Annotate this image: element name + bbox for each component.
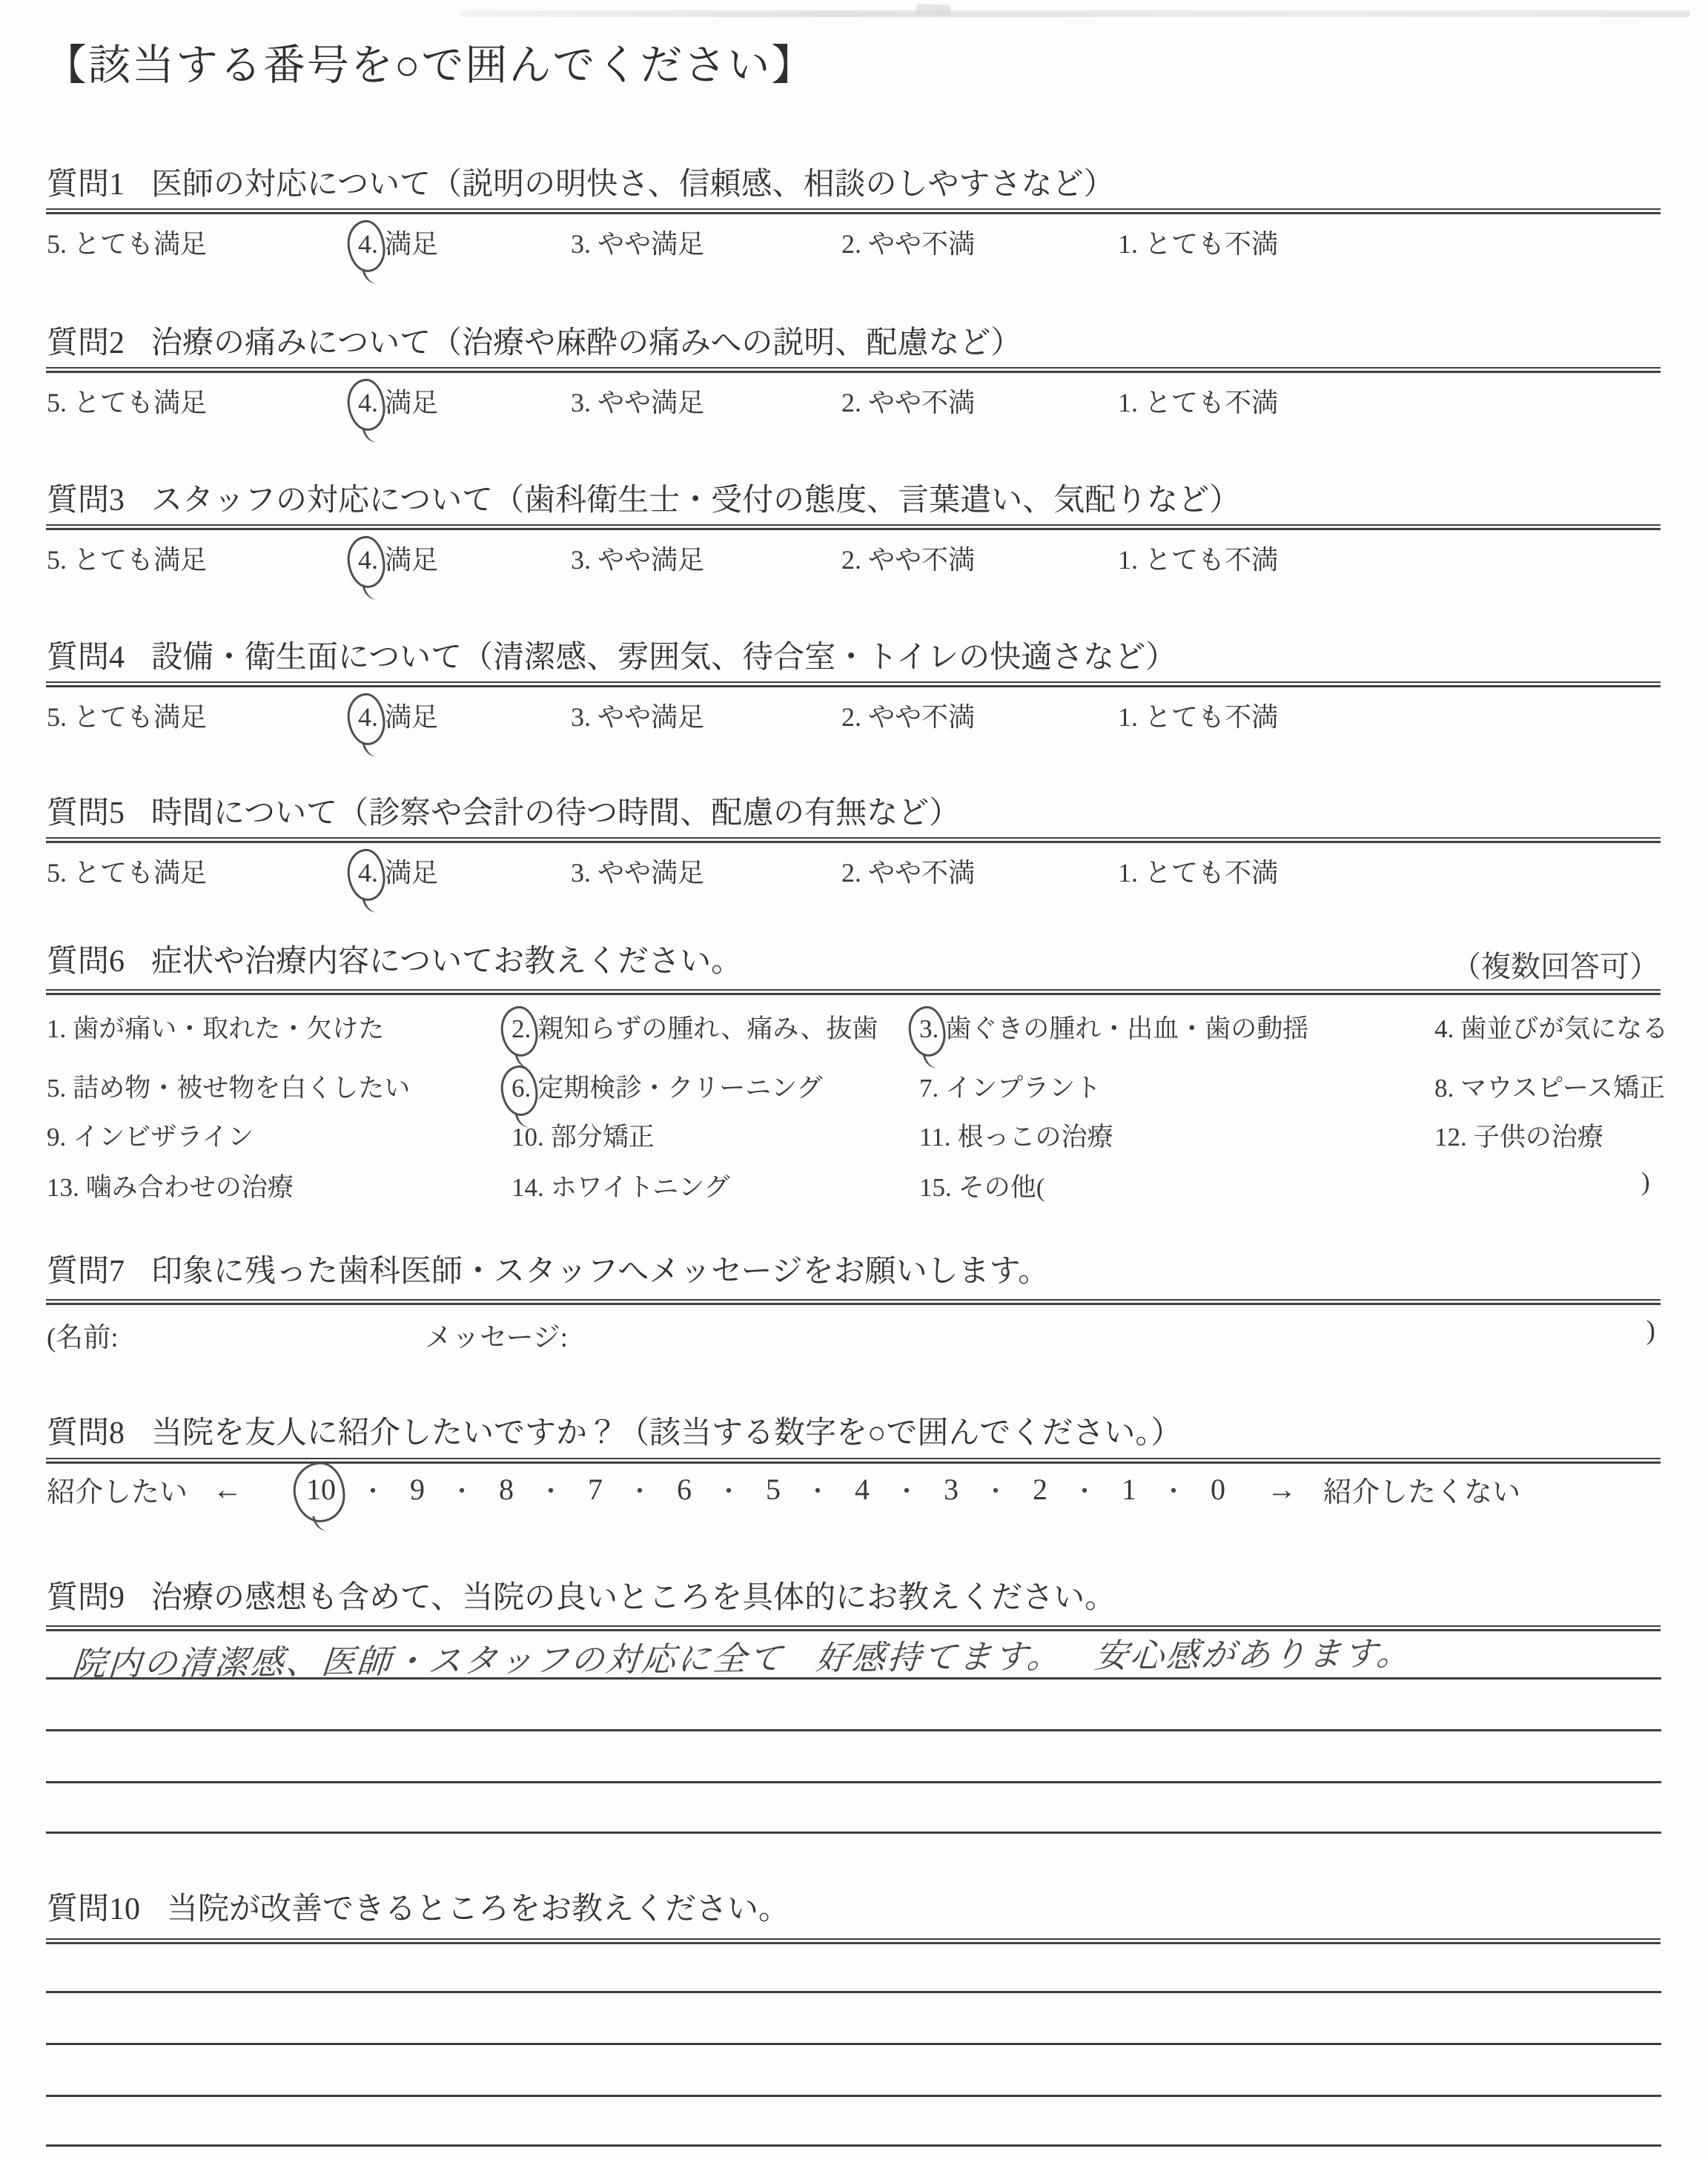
score-3: 3 <box>944 1473 959 1506</box>
score-10: 10 <box>306 1473 337 1506</box>
option-number: 9. <box>47 1123 67 1152</box>
question-1-heading <box>47 166 1115 203</box>
scale-right-label: 紹介したくない <box>1323 1477 1521 1508</box>
rating-option <box>841 696 975 734</box>
option-label: その他( <box>958 1173 1045 1202</box>
option-label: とても不満 <box>1145 545 1279 575</box>
question-title: 当院が改善できるところをお教えください。 <box>167 1892 790 1926</box>
score-2: 2 <box>1033 1473 1048 1506</box>
header-rule <box>46 208 1661 214</box>
left-arrow-icon: ← <box>213 1473 243 1506</box>
question-number: 質問9 <box>47 1581 125 1615</box>
question-8-heading <box>47 1415 1182 1452</box>
symptom-option <box>47 1117 254 1154</box>
option-number: 2. <box>841 858 861 888</box>
question-5-heading <box>47 795 960 832</box>
question-title: 症状や治療内容についてお教えください。 <box>151 945 743 979</box>
dot-separator: ・ <box>1072 1479 1098 1506</box>
symptom-option <box>47 1008 384 1046</box>
option-number: 3. <box>571 858 591 888</box>
dot-separator: ・ <box>449 1479 475 1506</box>
multiple-answers-note: （複数回答可） <box>1452 950 1659 983</box>
option-number: 3. <box>571 545 591 575</box>
dot-separator: ・ <box>716 1479 742 1506</box>
option-number: 5. <box>47 702 67 732</box>
question-number: 質問8 <box>47 1416 125 1450</box>
option-number: 1. <box>1118 229 1138 259</box>
option-number: 3. <box>571 388 591 417</box>
option-label: やや満足 <box>598 388 705 417</box>
header-rule <box>46 524 1661 530</box>
header-rule <box>46 1299 1661 1305</box>
question-4-heading <box>47 639 1176 676</box>
question-title: 治療の感想も含めて、当院の良いところを具体的にお教えください。 <box>151 1581 1116 1615</box>
option-number: 2. <box>841 388 861 417</box>
option-label: 根っこの治療 <box>957 1123 1113 1152</box>
question-number: 質問3 <box>47 483 125 518</box>
question-7-fields <box>47 1315 1661 1352</box>
option-number: 3. <box>571 229 591 259</box>
option-label: 満足 <box>385 388 439 417</box>
option-label: とても不満 <box>1145 229 1279 259</box>
option-label: 定期検診・クリーニング <box>537 1074 823 1103</box>
question-7-heading <box>47 1253 1049 1290</box>
right-arrow-icon: → <box>1267 1473 1297 1506</box>
option-label: とても不満 <box>1145 858 1279 888</box>
option-label: やや満足 <box>598 858 705 888</box>
option-label: 噛み合わせの治療 <box>85 1173 294 1202</box>
close-paren: ) <box>1646 1315 1655 1346</box>
rating-option <box>841 223 975 261</box>
option-number: 5. <box>47 388 67 417</box>
option-number: 1. <box>1118 545 1138 575</box>
option-label: マウスピース矯正 <box>1460 1074 1666 1103</box>
rating-option <box>841 852 975 890</box>
answer-line <box>46 1991 1661 1993</box>
rating-option <box>841 539 975 577</box>
option-number: 3. <box>919 1014 939 1043</box>
rating-option <box>358 223 438 261</box>
rating-option <box>1118 696 1278 734</box>
rating-option <box>358 852 438 890</box>
option-label: 歯が痛い・取れた・欠けた <box>73 1014 385 1043</box>
other-close-paren: ) <box>1641 1167 1650 1196</box>
symptom-option <box>1434 1008 1668 1046</box>
score-4: 4 <box>855 1473 870 1506</box>
dot-separator: ・ <box>983 1479 1009 1506</box>
question-2-heading <box>47 325 1022 362</box>
option-label: やや不満 <box>868 545 976 575</box>
option-label: やや不満 <box>868 858 976 888</box>
option-label: やや不満 <box>868 702 976 732</box>
question-title: 時間について（診察や会計の待つ時間、配慮の有無など） <box>151 796 961 830</box>
answer-line <box>46 2043 1661 2045</box>
option-label: とても満足 <box>73 545 208 575</box>
dot-separator: ・ <box>894 1479 920 1506</box>
rating-option <box>47 382 207 420</box>
rating-option <box>571 382 704 420</box>
rating-option <box>47 852 207 890</box>
option-number: 7. <box>919 1074 939 1103</box>
question-3-heading <box>47 482 1240 519</box>
handwritten-answer: 院内の清潔感、医師・スタッフの対応に全て 好感持てます。 安心感があります。 <box>70 1634 1414 1684</box>
score-8: 8 <box>499 1473 514 1506</box>
symptom-option <box>1434 1068 1665 1105</box>
score-6: 6 <box>677 1473 692 1506</box>
option-number: 12. <box>1434 1123 1467 1152</box>
option-number: 11. <box>919 1123 951 1152</box>
scale-left-label: 紹介したい <box>47 1477 188 1508</box>
rating-option <box>571 696 704 734</box>
answer-line <box>46 1677 1661 1680</box>
option-label: インプラント <box>945 1074 1102 1103</box>
question-title: 印象に残った歯科医師・スタッフへメッセージをお願いします。 <box>151 1255 1050 1289</box>
header-rule <box>46 1938 1661 1944</box>
question-title: 設備・衛生面について（清潔感、雰囲気、待合室・トイレの快適さなど） <box>151 641 1177 675</box>
question-title: 医師の対応について（説明の明快さ、信頼感、相談のしやすさなど） <box>151 168 1115 202</box>
option-number: 1. <box>1118 702 1138 732</box>
option-label: 満足 <box>385 229 439 259</box>
scan-artifact-streak <box>460 10 1690 17</box>
question-number: 質問10 <box>47 1892 141 1926</box>
question-9-heading <box>47 1579 1116 1616</box>
option-label: 満足 <box>385 702 439 732</box>
header-rule <box>46 681 1661 687</box>
option-label: とても満足 <box>73 858 208 888</box>
option-number: 5. <box>47 858 67 888</box>
question-title: 治療の痛みについて（治療や麻酔の痛みへの説明、配慮など） <box>151 326 1022 360</box>
option-label: とても不満 <box>1145 388 1279 417</box>
rating-option <box>1118 539 1278 577</box>
option-label: とても不満 <box>1145 702 1279 732</box>
symptom-option <box>919 1117 1113 1154</box>
symptom-option <box>47 1167 294 1204</box>
option-number: 2. <box>841 702 861 732</box>
score-5: 5 <box>766 1473 781 1506</box>
dot-separator: ・ <box>627 1479 653 1506</box>
rating-option <box>571 539 704 577</box>
option-number: 6. <box>512 1074 532 1103</box>
option-number: 1. <box>1118 858 1138 888</box>
scan-artifact-smudge <box>916 4 950 16</box>
nps-scale <box>47 1469 1661 1510</box>
dot-separator: ・ <box>538 1479 564 1506</box>
answer-line <box>46 1729 1661 1731</box>
question-number: 質問5 <box>47 796 125 830</box>
option-label: 歯ぐきの腫れ・出血・歯の動揺 <box>945 1014 1309 1043</box>
option-number: 2. <box>841 545 861 575</box>
symptom-option <box>512 1008 878 1046</box>
question-title: スタッフの対応について（歯科衛生士・受付の態度、言葉遣い、気配りなど） <box>151 483 1241 518</box>
symptom-option <box>512 1068 823 1105</box>
option-number: 13. <box>47 1173 79 1202</box>
rating-option <box>47 539 207 577</box>
dot-separator: ・ <box>1161 1479 1187 1506</box>
option-number: 8. <box>1434 1074 1454 1103</box>
option-label: やや不満 <box>868 229 976 259</box>
header-rule <box>46 989 1661 995</box>
symptom-option <box>47 1068 410 1105</box>
question-number: 質問6 <box>47 945 125 979</box>
rating-option <box>1118 382 1278 420</box>
rating-option <box>47 696 207 734</box>
question-number: 質問2 <box>47 326 125 360</box>
header-rule <box>46 367 1661 373</box>
option-number: 1. <box>47 1014 67 1043</box>
question-number: 質問4 <box>47 641 125 675</box>
option-label: ホワイトニング <box>550 1173 730 1202</box>
option-label: とても満足 <box>73 702 208 732</box>
header-rule <box>46 1458 1661 1464</box>
rating-option <box>1118 852 1278 890</box>
answer-line <box>46 2144 1661 2147</box>
option-label: 詰め物・被せ物を白くしたい <box>73 1074 411 1103</box>
option-number: 4. <box>1434 1014 1454 1043</box>
option-number: 10. <box>512 1123 544 1152</box>
option-label: 歯並びが気になる <box>1460 1014 1669 1043</box>
option-number: 2. <box>512 1014 532 1043</box>
answer-line <box>46 1832 1661 1834</box>
rating-option <box>571 852 704 890</box>
question-10-heading <box>47 1891 790 1928</box>
question-6-heading <box>47 943 742 980</box>
symptom-option <box>919 1167 1045 1204</box>
option-number: 4. <box>358 545 378 575</box>
dot-separator: ・ <box>805 1479 831 1506</box>
form-title: 【該当する番号を○で囲んでください】 <box>44 42 815 89</box>
question-4-options <box>47 696 1661 739</box>
message-field-label: メッセージ: <box>425 1323 569 1353</box>
option-number: 5. <box>47 1074 67 1103</box>
score-9: 9 <box>410 1473 426 1506</box>
option-number: 5. <box>47 545 67 575</box>
symptom-option <box>512 1167 730 1204</box>
question-5-options <box>47 852 1661 895</box>
question-2-options <box>47 382 1661 425</box>
option-label: 親知らずの腫れ、痛み、抜歯 <box>537 1014 878 1043</box>
rating-option <box>47 223 207 261</box>
option-number: 2. <box>841 229 861 259</box>
option-label: インビザライン <box>73 1123 254 1152</box>
rating-option <box>571 223 704 261</box>
rating-option <box>1118 223 1278 261</box>
rating-option <box>358 382 438 420</box>
option-label: 満足 <box>385 858 439 888</box>
option-number: 4. <box>358 702 378 732</box>
option-label: とても満足 <box>73 388 208 417</box>
symptom-option <box>919 1068 1101 1105</box>
option-number: 4. <box>358 388 378 417</box>
option-number: 4. <box>358 858 378 888</box>
option-label: 子供の治療 <box>1473 1123 1603 1152</box>
header-rule <box>46 837 1661 843</box>
option-number: 14. <box>512 1173 544 1202</box>
rating-option <box>841 382 975 420</box>
option-label: やや満足 <box>598 545 705 575</box>
option-number: 15. <box>919 1173 952 1202</box>
rating-option <box>358 696 438 734</box>
question-title: 当院を友人に紹介したいですか？（該当する数字を○で囲んでください。） <box>151 1416 1182 1450</box>
dot-separator: ・ <box>360 1479 386 1506</box>
answer-line <box>46 1781 1661 1783</box>
symptom-option <box>512 1117 655 1154</box>
question-number: 質問1 <box>47 168 125 202</box>
option-label: 部分矯正 <box>550 1123 655 1152</box>
option-label: とても満足 <box>73 229 208 259</box>
option-label: やや満足 <box>598 702 705 732</box>
symptom-option <box>919 1008 1308 1046</box>
option-number: 1. <box>1118 388 1138 417</box>
score-0: 0 <box>1211 1473 1226 1506</box>
question-number: 質問7 <box>47 1255 125 1289</box>
option-label: やや不満 <box>868 388 976 417</box>
option-label: 満足 <box>385 545 439 575</box>
score-7: 7 <box>588 1473 603 1506</box>
rating-option <box>358 539 438 577</box>
score-1: 1 <box>1122 1473 1137 1506</box>
name-field-label: (名前: <box>47 1323 119 1353</box>
option-number: 4. <box>358 229 378 259</box>
answer-line <box>46 2095 1661 2097</box>
question-1-options <box>47 223 1661 266</box>
symptom-option <box>1434 1117 1603 1154</box>
option-label: やや満足 <box>598 229 705 259</box>
option-number: 5. <box>47 229 67 259</box>
option-number: 3. <box>571 702 591 732</box>
question-3-options <box>47 539 1661 582</box>
